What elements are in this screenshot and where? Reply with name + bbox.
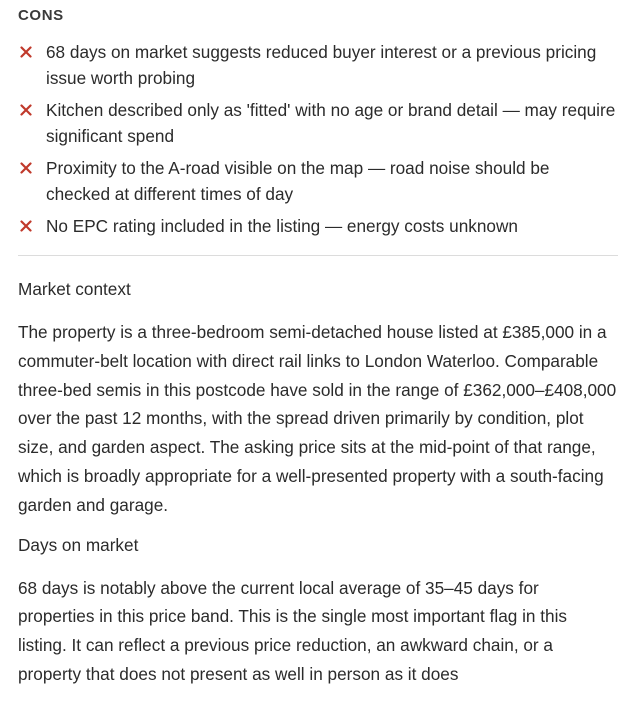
days-on-market-body: 68 days is notably above the current local average of 35–45 days for properties in this price band. This is the single most important flag in this listing. It can reflect a previous price reduction, an awkward chain, or a property that does not present as well in person as it does: [18, 577, 567, 684]
cons-item-text: No EPC rating included in the listing — energy costs unknown: [46, 216, 518, 236]
cons-item-text: Proximity to the A-road visible on the map — road noise should be checked at different times of day: [46, 158, 550, 204]
section-divider: [18, 255, 618, 256]
cons-item: [18, 97, 618, 149]
x-icon: [18, 213, 34, 239]
cons-item: [18, 155, 618, 207]
market-context-body: The property is a three-bedroom semi-detached house listed at £385,000 in a commuter-belt location with direct rail links to London Waterloo. Comparable three-bed semis in this postcode have sold in the range of £362,000–£408,000 over the past 12 months, with the spread driven primarily by condition, plot size, and garden aspect. The asking price sits at the mid-point of that range, which is broadly appropriate for a well-presented property with a south-facing garden and garage.: [18, 322, 617, 515]
cons-title: CONS: [18, 7, 64, 24]
cons-item-text: 68 days on market suggests reduced buyer interest or a previous pricing issue worth probing: [46, 42, 597, 88]
cons-list: [18, 39, 618, 239]
cons-item: [18, 39, 618, 91]
x-icon: [18, 97, 34, 123]
x-icon: [18, 39, 34, 65]
cons-item-text: Kitchen described only as 'fitted' with no age or brand detail — may require significant spend: [46, 100, 616, 146]
market-context-heading: Market context: [18, 279, 131, 299]
x-icon: [18, 155, 34, 181]
cons-item: [18, 213, 618, 239]
days-on-market-heading: Days on market: [18, 534, 139, 555]
